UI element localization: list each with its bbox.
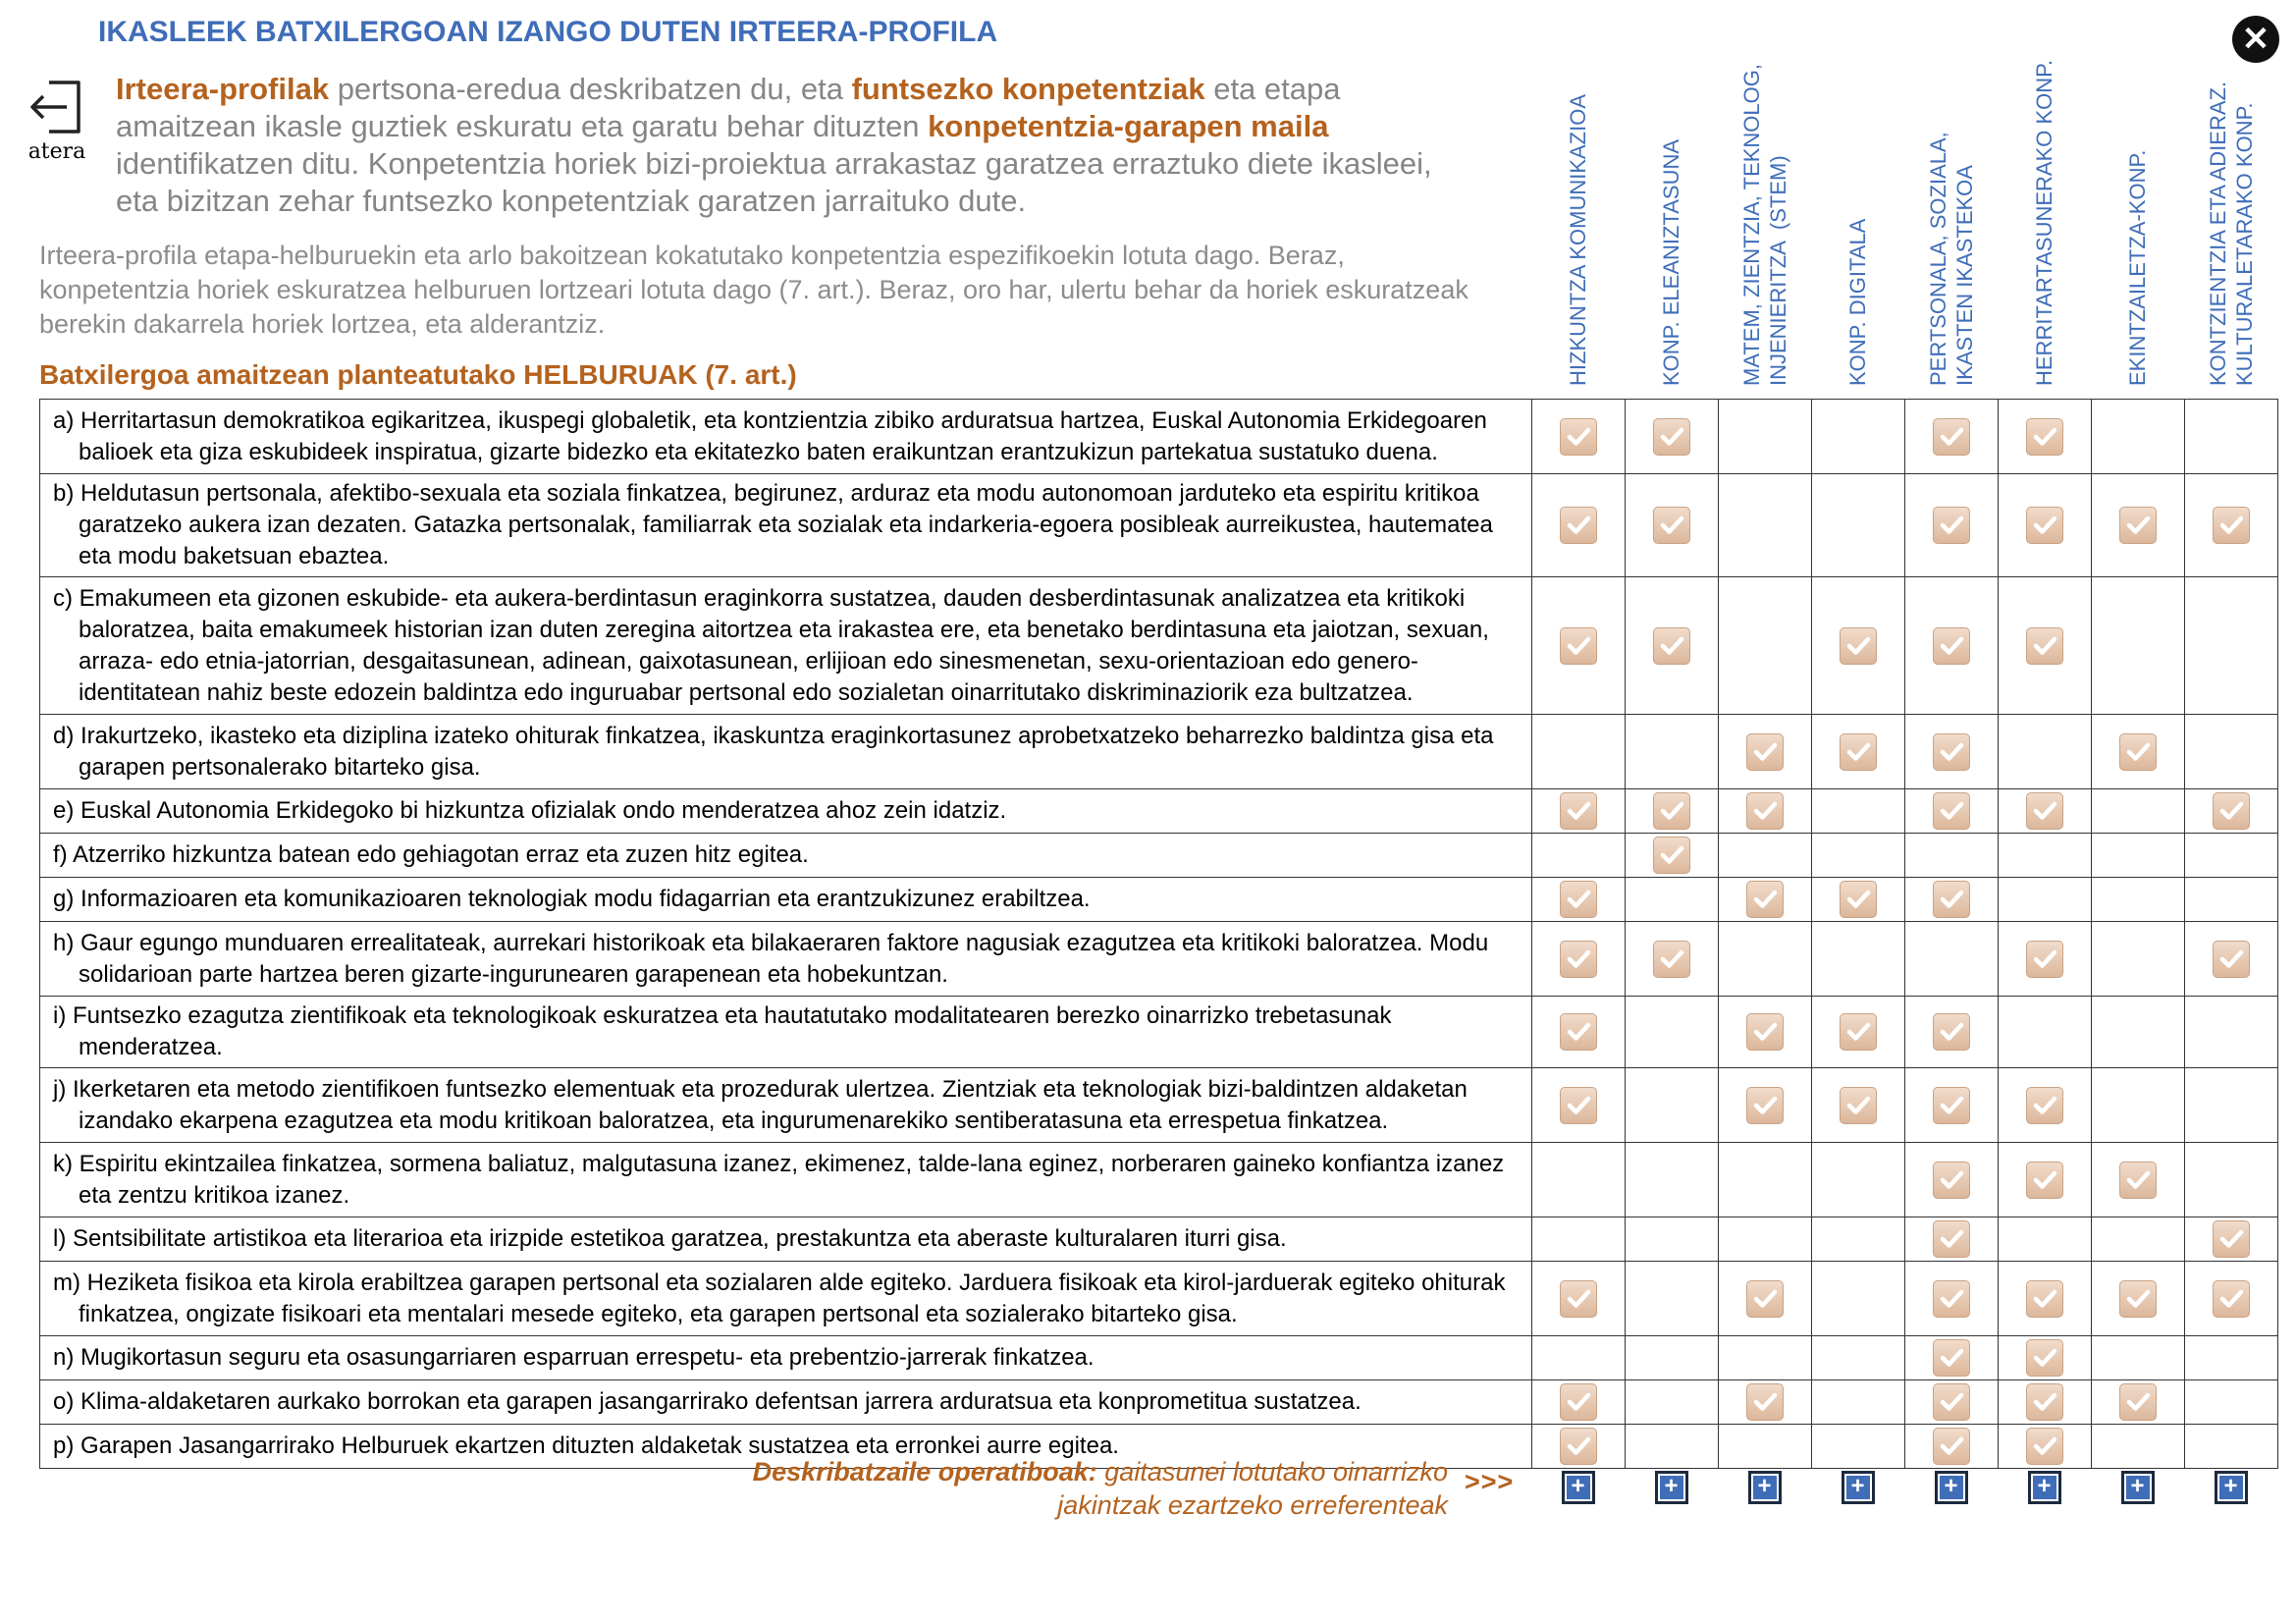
check-icon	[1560, 941, 1597, 978]
check-icon	[2026, 1280, 2063, 1318]
competence-cell	[1532, 1068, 1626, 1143]
check-icon	[1653, 627, 1690, 665]
check-icon	[2213, 1280, 2250, 1318]
plus-icon: +	[1571, 1473, 1585, 1499]
descriptor-expand-button[interactable]	[2121, 1471, 2155, 1504]
competence-cell	[1626, 577, 1719, 715]
competence-cell	[2092, 997, 2185, 1068]
competence-cell	[2092, 922, 2185, 997]
plus-icon: +	[2223, 1473, 2238, 1499]
column-header	[1718, 34, 1811, 386]
check-icon	[1560, 1383, 1597, 1421]
competence-cell	[1532, 400, 1626, 474]
competence-cell	[1626, 1143, 1719, 1217]
goal-text: l) Sentsibilitate artistikoa eta literarioa eta irizpide estetikoa garatzea, prestakuntza eta aberaste kulturalaren iturri gisa.	[53, 1225, 1287, 1252]
competence-cell	[1626, 400, 1719, 474]
check-icon	[1933, 418, 1970, 456]
competence-cell	[1905, 922, 1999, 997]
exit-icon	[27, 77, 86, 137]
table-row	[40, 1262, 2278, 1336]
competence-cell	[2092, 1425, 2185, 1469]
competence-cell	[1999, 474, 2092, 577]
competence-cell	[1532, 834, 1626, 878]
goal-text: f) Atzerriko hizkuntza batean edo gehiagotan erraz eta zuzen hitz egitea.	[53, 841, 809, 868]
check-icon	[1840, 1013, 1877, 1051]
column-header	[1904, 34, 1998, 386]
competence-cell	[2185, 1380, 2278, 1425]
competence-cell	[1905, 1217, 1999, 1262]
check-icon	[2119, 1280, 2157, 1318]
check-icon	[1746, 881, 1784, 918]
descriptors-arrows: >>>	[1465, 1467, 1515, 1496]
table-row	[40, 834, 2278, 878]
competence-cell	[1905, 1336, 1999, 1380]
competence-cell	[1532, 1380, 1626, 1425]
competence-cell	[1626, 474, 1719, 577]
competence-cell	[1812, 474, 1905, 577]
competence-cell	[1719, 997, 1812, 1068]
competence-cell	[1532, 577, 1626, 715]
goal-text: o) Klima-aldaketaren aurkako borrokan eta garapen jasangarrirako defentsan jarrera arduratsua eta konprometitua sustatzea.	[53, 1388, 1362, 1415]
goal-cell	[40, 1217, 1532, 1262]
competence-cell	[2185, 922, 2278, 997]
competence-cell	[1532, 1336, 1626, 1380]
competence-cell	[1905, 715, 1999, 789]
check-icon	[1933, 627, 1970, 665]
competence-cell	[1532, 878, 1626, 922]
competence-cell	[1999, 1380, 2092, 1425]
goal-text: a) Herritartasun demokratikoa egikaritzea, ikuspegi globaletik, eta kontzientzia zibiko arduratsua hartzea, Euskal Autonomia Erkidegoaren balioek eta giza eskubideek inspiratua, gizarte bidezko eta ekitatezko baten eraikuntzan erantzukizun partekatua sustatuko duena.	[53, 406, 1487, 465]
check-icon	[1560, 881, 1597, 918]
competence-cell	[2185, 1336, 2278, 1380]
check-icon	[1933, 1087, 1970, 1124]
check-icon	[1933, 1339, 1970, 1377]
column-header	[1625, 34, 1718, 386]
goal-text: d) Irakurtzeko, ikasteko eta diziplina izateko ohiturak finkatzea, ikaskuntza eraginkortasunez aprobetxatzeko beharrezko baldintza gisa eta garapen pertsonalerako bitarteko gisa.	[53, 722, 1494, 781]
exit-label: atera	[27, 139, 86, 164]
competence-cell	[1999, 1217, 2092, 1262]
competence-cell	[1719, 1068, 1812, 1143]
goal-text: i) Funtsezko ezagutza zientifikoak eta teknologikoak eskuratzea eta hautatutako modalitatearen berezko oinarrizko trebetasunak menderatzea.	[53, 1002, 1392, 1060]
competence-cell	[1999, 834, 2092, 878]
goal-cell	[40, 1336, 1532, 1380]
descriptors-title: Deskribatzaile operatiboak:	[752, 1457, 1097, 1487]
competence-cell	[1626, 834, 1719, 878]
check-icon	[1653, 941, 1690, 978]
competence-cell	[1905, 400, 1999, 474]
table-row	[40, 474, 2278, 577]
descriptor-expand-button[interactable]	[2028, 1471, 2061, 1504]
check-icon	[1560, 1280, 1597, 1318]
descriptor-expand-button[interactable]	[1655, 1471, 1688, 1504]
intro-text: pertsona-eredua deskribatzen du, eta	[329, 72, 852, 106]
competence-cell	[2092, 1068, 2185, 1143]
goal-text: n) Mugikortasun seguru eta osasungarriaren esparruan errespetu- eta prebentzio-jarrerak finkatzea.	[53, 1344, 1095, 1371]
competence-cell	[1532, 1143, 1626, 1217]
competence-cell	[1719, 878, 1812, 922]
competence-cell	[1532, 715, 1626, 789]
intro-text: identifikatzen ditu. Konpetentzia horiek bizi-proiektua arrakastaz garatzea erraztuko diete ikasleei, eta bizitzan zehar funtsezko konpetentziak garatzen jarraituko dute.	[116, 146, 1432, 218]
check-icon	[1653, 837, 1690, 874]
plus-icon: +	[1757, 1473, 1772, 1499]
column-header-label: KONP. DIGITALA	[1845, 218, 1870, 386]
column-header-label: MATEM, ZIENTZIA, TEKNOLOG, INJENIERITZA (STEM)	[1738, 64, 1790, 386]
close-icon: ✕	[2241, 21, 2270, 58]
goal-text: k) Espiritu ekintzailea finkatzea, sormena baliatuz, malgutasuna izanez, ekimenez, talde-lana eginez, norberaren gaineko konfiantza izanez eta zentzu kritikoa izanez.	[53, 1150, 1505, 1209]
check-icon	[2026, 627, 2063, 665]
check-icon	[1933, 1280, 1970, 1318]
competence-cell	[2092, 878, 2185, 922]
check-icon	[1840, 733, 1877, 771]
competence-cell	[2092, 834, 2185, 878]
competence-cell	[2092, 474, 2185, 577]
column-header	[1811, 34, 1904, 386]
competence-cell	[1905, 1262, 1999, 1336]
table-row	[40, 577, 2278, 715]
competence-cell	[1626, 1068, 1719, 1143]
competence-cell	[1719, 577, 1812, 715]
competence-cell	[1999, 1068, 2092, 1143]
check-icon	[2119, 1162, 2157, 1199]
table-row	[40, 715, 2278, 789]
competence-cell	[1999, 400, 2092, 474]
plus-icon: +	[2130, 1473, 2145, 1499]
check-icon	[1746, 1087, 1784, 1124]
goal-cell	[40, 715, 1532, 789]
intro-text: eta etapa amaitzean ikasle guztiek eskuratu eta garatu behar dituzten	[116, 72, 1341, 143]
check-icon	[1933, 507, 1970, 544]
competence-cell	[1719, 1262, 1812, 1336]
check-icon	[2213, 1220, 2250, 1258]
competence-cell	[1905, 1143, 1999, 1217]
competence-cell	[1812, 715, 1905, 789]
check-icon	[1560, 418, 1597, 456]
goal-text: p) Garapen Jasangarrirako Helburuek ekartzen dituzten aldaketak sustatzea eta erronkei aurre egitea.	[53, 1433, 1119, 1459]
competence-cell	[2185, 400, 2278, 474]
goals-competence-table	[39, 399, 2278, 1469]
check-icon	[1933, 1162, 1970, 1199]
goal-cell	[40, 1143, 1532, 1217]
intro-highlight: funtsezko konpetentziak	[851, 72, 1205, 106]
competence-cell	[1532, 474, 1626, 577]
goal-cell	[40, 1380, 1532, 1425]
check-icon	[1933, 1428, 1970, 1465]
competence-cell	[1812, 922, 1905, 997]
competence-cell	[1905, 997, 1999, 1068]
goal-text: m) Heziketa fisikoa eta kirola erabiltzea garapen pertsonal eta sozialaren alde egiteko. Jarduera fisikoak eta kirol-jarduerak egiteko ohiturak finkatzea, ongizate fisikoari eta mentalari mesede egiteko, eta garapen pertsonal eta sozialerako bitarteko gisa.	[53, 1269, 1506, 1327]
column-header	[1531, 34, 1625, 386]
descriptors-subtitle: gaitasunei lotutako oinarrizko jakintzak ezartzeko erreferenteak	[1057, 1457, 1448, 1520]
competence-cell	[1719, 1336, 1812, 1380]
check-icon	[1746, 1383, 1784, 1421]
competence-cell	[2185, 834, 2278, 878]
competence-cell	[2185, 1068, 2278, 1143]
competence-cell	[1626, 922, 1719, 997]
intro-highlight: konpetentzia-garapen maila	[928, 109, 1329, 143]
goal-text: c) Emakumeen eta gizonen eskubide- eta aukera-berdintasun eraginkorra sustatzea, dauden desberdintasunak analizatzea eta kritikoki baloratzea, baita emakumeek historian izan duten zeregina aitortzea eta irakastea ere, eta benetako berdintasuna eta jaiotzan, sexuan, arraza- edo etnia-jatorrian, desgaitasunean, adinean, gaixotasunean, erlijioan edo sinesmenetan, sexu-orientazioan edo genero-identitatean nahiz beste edozein baldintza edo inguruabar pertsonal edo sozialetan oinarritutako diskriminaziorik eza bultzatzea.	[53, 584, 1489, 706]
column-header-label: HIZKUNTZA KOMUNIKAZIOA	[1566, 93, 1590, 386]
competence-cell	[1719, 474, 1812, 577]
competence-cell	[1999, 878, 2092, 922]
competence-cell	[1999, 1425, 2092, 1469]
goal-cell	[40, 789, 1532, 834]
competence-cell	[2092, 715, 2185, 789]
check-icon	[2213, 507, 2250, 544]
column-header-label: KONP. ELEANIZTASUNA	[1659, 138, 1683, 386]
check-icon	[2026, 418, 2063, 456]
competence-cell	[1532, 1262, 1626, 1336]
check-icon	[1560, 1013, 1597, 1051]
check-icon	[1840, 881, 1877, 918]
check-icon	[2026, 792, 2063, 830]
competence-cell	[1626, 1262, 1719, 1336]
check-icon	[2026, 1162, 2063, 1199]
check-icon	[1560, 792, 1597, 830]
competence-cell	[1905, 1068, 1999, 1143]
descriptor-expand-button[interactable]	[1748, 1471, 1782, 1504]
exit-button[interactable]	[22, 77, 92, 164]
descriptors-text	[687, 1455, 1448, 1522]
competence-cell	[1999, 715, 2092, 789]
competence-cell	[1905, 1380, 1999, 1425]
competence-cell	[1719, 834, 1812, 878]
competence-cell	[1812, 400, 1905, 474]
check-icon	[2026, 1339, 2063, 1377]
check-icon	[1560, 1428, 1597, 1465]
goal-cell	[40, 1262, 1532, 1336]
check-icon	[2119, 507, 2157, 544]
competence-cell	[1812, 1262, 1905, 1336]
competence-cell	[1812, 1143, 1905, 1217]
check-icon	[2026, 1383, 2063, 1421]
goal-text: e) Euskal Autonomia Erkidegoko bi hizkuntza ofizialak ondo menderatzea ahoz zein idatziz.	[53, 797, 1007, 824]
goal-cell	[40, 922, 1532, 997]
goals-heading: Batxilergoa amaitzean planteatutako HELBURUAK (7. art.)	[39, 359, 797, 390]
table-row	[40, 1380, 2278, 1425]
descriptor-expand-button[interactable]	[2215, 1471, 2248, 1504]
check-icon	[2119, 733, 2157, 771]
competence-cell	[1719, 400, 1812, 474]
competence-cell	[1812, 1336, 1905, 1380]
competence-cell	[2092, 1380, 2185, 1425]
competence-cell	[1812, 1380, 1905, 1425]
check-icon	[1746, 1013, 1784, 1051]
check-icon	[1840, 627, 1877, 665]
competence-cell	[1999, 1143, 2092, 1217]
competence-cell	[1719, 922, 1812, 997]
competence-cell	[2092, 1143, 2185, 1217]
check-icon	[1933, 881, 1970, 918]
competence-cell	[1626, 1217, 1719, 1262]
descriptor-expand-button[interactable]	[1842, 1471, 1875, 1504]
competence-cell	[1812, 878, 1905, 922]
competence-cell	[1626, 1425, 1719, 1469]
table-row	[40, 1336, 2278, 1380]
table-row	[40, 400, 2278, 474]
goal-cell	[40, 400, 1532, 474]
table-row	[40, 878, 2278, 922]
goal-text: j) Ikerketaren eta metodo zientifikoen funtsezko elementuak eta prozedurak ulertzea. Zientziak eta teknologiak bizi-baldintzen aldaketan izandako ekarpena ezagutzea eta modu kritikoan baloratzea, eta ingurumenarekiko sentiberatasuna eta errespetua finkatzea.	[53, 1075, 1468, 1134]
intro-highlight: Irteera-profilak	[116, 72, 330, 106]
competence-cell	[2185, 1143, 2278, 1217]
competence-cell	[1812, 577, 1905, 715]
competence-cell	[1719, 1217, 1812, 1262]
column-header-label: EKINTZAILETZA-KONP.	[2125, 149, 2150, 386]
competence-cell	[1905, 789, 1999, 834]
plus-icon: +	[2037, 1473, 2052, 1499]
competence-cell	[2092, 1217, 2185, 1262]
check-icon	[1746, 792, 1784, 830]
competence-cell	[2185, 1425, 2278, 1469]
competence-cell	[1532, 922, 1626, 997]
competence-cell	[2185, 878, 2278, 922]
check-icon	[1933, 733, 1970, 771]
competence-cell	[2185, 1262, 2278, 1336]
competence-cell	[1626, 715, 1719, 789]
competence-cell	[1905, 1425, 1999, 1469]
goal-text: b) Heldutasun pertsonala, afektibo-sexuala eta soziala finkatzea, begirunez, arduraz eta modu autonomoan jarduteko eta espiritu kritikoa garatzeko aukera izan dezaten. Gatazka pertsonalak, familiarrak eta sozialak eta indarkeria-egoera posibleak aurreikustea, hautematea eta modu baketsuan ebaztea.	[53, 480, 1493, 569]
check-icon	[1933, 1013, 1970, 1051]
check-icon	[2119, 1383, 2157, 1421]
competence-cell	[1999, 1336, 2092, 1380]
competence-cell	[1812, 997, 1905, 1068]
goal-cell	[40, 1068, 1532, 1143]
competence-cell	[1532, 789, 1626, 834]
column-header	[2184, 34, 2277, 386]
competence-cell	[1905, 577, 1999, 715]
table-row	[40, 1143, 2278, 1217]
intro-note: Irteera-profila etapa-helburuekin eta arlo bakoitzean kokatutako konpetentzia espezifikoekin lotuta dago. Beraz, konpetentzia horiek eskuratzea helburuen lortzeari lotuta dago (7. art.). Beraz, oro har, ulertu behar da horiek eskuratzeak berekin dakarrela horiek lortzea, eta alderantziz.	[39, 241, 1468, 339]
goal-text: h) Gaur egungo munduaren errealitateak, aurrekari historikoak eta bilakaeraren faktore nagusiak ezagutzea eta kritikoki baloratzea. Modu solidarioan parte hartzea beren gizarte-ingurunearen garapenean eta hobekuntzan.	[53, 929, 1489, 988]
competence-cell	[2185, 715, 2278, 789]
competence-cell	[1626, 997, 1719, 1068]
check-icon	[2026, 507, 2063, 544]
check-icon	[1560, 627, 1597, 665]
goal-cell	[40, 997, 1532, 1068]
check-icon	[1653, 507, 1690, 544]
competence-cell	[1999, 922, 2092, 997]
check-icon	[1653, 792, 1690, 830]
goal-cell	[40, 834, 1532, 878]
competence-cell	[1532, 1217, 1626, 1262]
competence-cell	[2092, 789, 2185, 834]
column-header	[2091, 34, 2184, 386]
competence-cell	[1812, 789, 1905, 834]
competence-cell	[1905, 474, 1999, 577]
competence-cell	[1719, 1143, 1812, 1217]
check-icon	[1560, 507, 1597, 544]
competence-cell	[1999, 1262, 2092, 1336]
competence-cell	[2092, 400, 2185, 474]
competence-cell	[1999, 997, 2092, 1068]
table-row	[40, 1217, 2278, 1262]
competence-cell	[1719, 1380, 1812, 1425]
competence-cell	[1999, 789, 2092, 834]
descriptor-expand-button[interactable]	[1562, 1471, 1595, 1504]
competence-cell	[1626, 1380, 1719, 1425]
check-icon	[2026, 1087, 2063, 1124]
goal-cell	[40, 577, 1532, 715]
check-icon	[1560, 1087, 1597, 1124]
table-row	[40, 997, 2278, 1068]
check-icon	[2026, 1428, 2063, 1465]
goal-cell	[40, 878, 1532, 922]
competence-cell	[1905, 834, 1999, 878]
plus-icon: +	[1850, 1473, 1865, 1499]
table-row	[40, 789, 2278, 834]
competence-cell	[2185, 1217, 2278, 1262]
competence-cell	[1905, 878, 1999, 922]
competence-cell	[1719, 1425, 1812, 1469]
goal-text: g) Informazioaren eta komunikazioaren teknologiak modu fidagarrian eta erantzukizunez erabiltzea.	[53, 886, 1091, 912]
competence-cell	[1719, 789, 1812, 834]
check-icon	[1746, 733, 1784, 771]
check-icon	[1840, 1087, 1877, 1124]
check-icon	[1746, 1280, 1784, 1318]
competence-cell	[1812, 834, 1905, 878]
column-header-label: PERTSONALA, SOZIALA, IKASTEN IKASTEKOA	[1925, 132, 1977, 386]
column-header-label: KONTZIENTZIA ETA ADIERAZ. KULTURALETARAKO KONP.	[2205, 81, 2257, 386]
competence-cell	[2185, 577, 2278, 715]
plus-icon: +	[1944, 1473, 1958, 1499]
check-icon	[1653, 418, 1690, 456]
competence-cell	[1812, 1217, 1905, 1262]
competence-cell	[2092, 1262, 2185, 1336]
column-header	[1998, 34, 2091, 386]
page-title: IKASLEEK BATXILERGOAN IZANGO DUTEN IRTEERA-PROFILA	[98, 16, 998, 48]
competence-cell	[2185, 997, 2278, 1068]
check-icon	[1933, 792, 1970, 830]
competence-cell	[1532, 997, 1626, 1068]
competence-cell	[2092, 1336, 2185, 1380]
competence-cell	[2185, 789, 2278, 834]
competence-cell	[1626, 1336, 1719, 1380]
competence-cell	[1999, 577, 2092, 715]
competence-cell	[2185, 474, 2278, 577]
table-row	[40, 1068, 2278, 1143]
competence-cell	[1812, 1068, 1905, 1143]
column-header-label: HERRITARTASUNERAKO KONP.	[2032, 59, 2056, 386]
competence-cell	[1719, 715, 1812, 789]
check-icon	[1933, 1383, 1970, 1421]
competence-cell	[1532, 1425, 1626, 1469]
competence-cell	[1626, 878, 1719, 922]
competence-cell	[2092, 577, 2185, 715]
descriptor-expand-button[interactable]	[1935, 1471, 1968, 1504]
table-row	[40, 922, 2278, 997]
goal-cell	[40, 474, 1532, 577]
intro-paragraph	[116, 71, 1466, 220]
competence-cell	[1812, 1425, 1905, 1469]
check-icon	[1933, 1220, 1970, 1258]
check-icon	[2213, 941, 2250, 978]
check-icon	[2026, 941, 2063, 978]
plus-icon: +	[1664, 1473, 1679, 1499]
check-icon	[2213, 792, 2250, 830]
competence-cell	[1626, 789, 1719, 834]
